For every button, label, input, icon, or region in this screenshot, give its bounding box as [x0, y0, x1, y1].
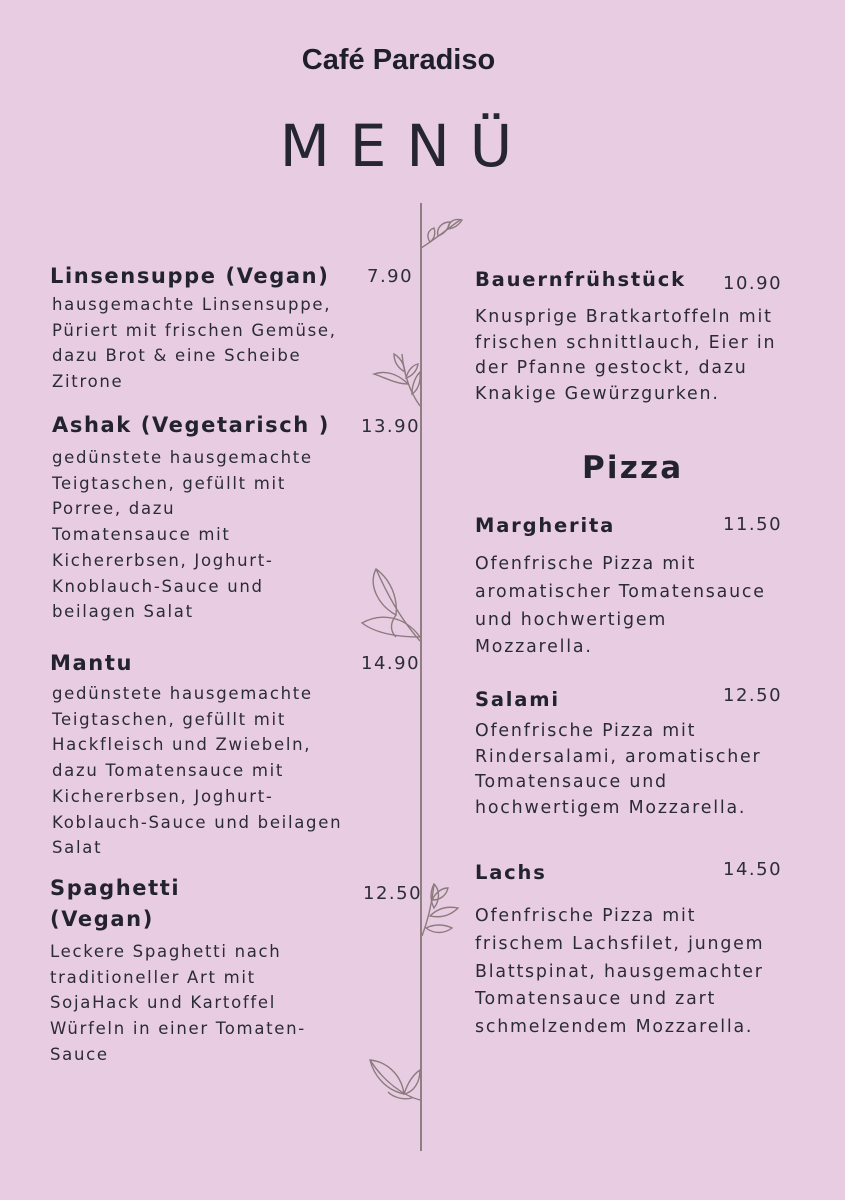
description-line: gedünstete hausgemachte	[52, 448, 313, 467]
description-line: hochwertigem Mozzarella.	[475, 797, 747, 818]
cafe-name: Café Paradiso	[301, 44, 496, 76]
center-divider	[420, 203, 422, 1151]
description-line: Sauce	[50, 1044, 109, 1064]
description-line: SojaHack und Kartoffel	[50, 993, 277, 1013]
item-name-line: Spaghetti	[50, 876, 181, 900]
item-name-line: (Vegan)	[50, 907, 154, 931]
item-name-salami: Salami	[475, 688, 560, 711]
item-name-bauernfruehstueck: Bauernfrühstück	[475, 268, 686, 291]
description-line: schmelzendem Mozzarella.	[475, 1017, 754, 1038]
description-line: und hochwertigem	[475, 609, 668, 630]
description-line: Leckere Spaghetti nach	[50, 942, 282, 961]
item-description-bauernfruehstueck	[475, 305, 776, 407]
item-price-ashak: 13.90	[361, 416, 421, 437]
description-line: Rindersalami, aromatischer	[475, 746, 762, 767]
description-line: Koblauch-Sauce und beilagen	[52, 812, 343, 832]
menu-title: MENÜ	[279, 112, 533, 180]
description-line: Hackfleisch und Zwiebeln,	[52, 735, 312, 755]
leaf-sprig-icon	[416, 212, 466, 252]
description-line: der Pfanne gestockt, dazu	[475, 358, 748, 379]
item-description-spaghetti	[50, 939, 306, 1068]
item-name-spaghetti	[50, 873, 180, 935]
description-line: Teigtaschen, gefüllt mit	[52, 473, 286, 493]
description-line: Kichererbsen, Joghurt-	[52, 786, 274, 806]
description-line: aromatischer Tomatensauce	[475, 581, 766, 602]
leaf-sprig-icon	[356, 565, 424, 645]
item-description-margherita	[475, 551, 766, 662]
item-name-linsensuppe: Linsensuppe (Vegan)	[50, 264, 330, 288]
item-price-linsensuppe: 7.90	[367, 266, 414, 287]
description-line: Knakige Gewürzgurken.	[475, 383, 720, 404]
item-price-spaghetti: 12.50	[363, 883, 423, 904]
item-description-salami	[475, 719, 761, 821]
leaf-sprig-icon	[368, 350, 424, 410]
description-line: dazu Tomatensauce mit	[52, 761, 285, 781]
description-line: Salat	[52, 838, 103, 858]
description-line: Würfeln in einer Tomaten-	[50, 1019, 306, 1039]
item-price-salami: 12.50	[723, 685, 783, 706]
description-line: Ofenfrische Pizza mit	[475, 906, 697, 926]
description-line: Porree, dazu	[52, 499, 176, 519]
description-line: Tomatensauce und	[475, 772, 668, 793]
description-line: Knoblauch-Sauce und	[52, 576, 264, 596]
item-price-margherita: 11.50	[723, 514, 783, 535]
description-line: Teigtaschen, gefüllt mit	[52, 709, 286, 729]
item-price-lachs: 14.50	[723, 859, 783, 880]
item-name-ashak: Ashak (Vegetarisch )	[52, 413, 330, 437]
item-description-ashak	[52, 445, 313, 625]
leaf-sprig-icon	[364, 1052, 424, 1108]
leaf-sprig-icon	[420, 880, 464, 940]
description-line: Püriert mit frischen Gemüse,	[52, 320, 337, 340]
item-description-lachs	[475, 903, 764, 1042]
description-line: Kichererbsen, Joghurt-	[52, 550, 274, 570]
description-line: frischem Lachsfilet, jungem	[475, 933, 765, 954]
description-line: Blattspinat, hausgemachter	[475, 961, 764, 982]
item-description-mantu	[52, 681, 342, 861]
item-name-mantu: Mantu	[50, 651, 134, 675]
description-line: Knusprige Bratkartoffeln mit	[475, 307, 773, 327]
item-name-lachs: Lachs	[475, 861, 547, 884]
description-line: Zitrone	[52, 372, 124, 392]
description-line: gedünstete hausgemachte	[52, 684, 313, 703]
item-name-margherita: Margherita	[475, 514, 616, 537]
item-price-mantu: 14.90	[361, 653, 421, 674]
description-line: Ofenfrische Pizza mit	[475, 721, 697, 741]
item-description-linsensuppe	[52, 292, 337, 395]
description-line: beilagen Salat	[52, 602, 194, 622]
description-line: traditioneller Art mit	[50, 967, 256, 987]
item-price-bauernfruehstueck: 10.90	[723, 273, 783, 294]
description-line: Tomatensauce mit	[52, 525, 231, 545]
description-line: dazu Brot & eine Scheibe	[52, 346, 302, 366]
description-line: Tomatensauce und zart	[475, 989, 717, 1010]
description-line: hausgemachte Linsensuppe,	[52, 295, 332, 314]
description-line: Ofenfrische Pizza mit	[475, 554, 697, 574]
description-line: Mozzarella.	[475, 637, 593, 658]
pizza-section-heading: Pizza	[582, 450, 684, 486]
description-line: frischen schnittlauch, Eier in	[475, 332, 777, 353]
